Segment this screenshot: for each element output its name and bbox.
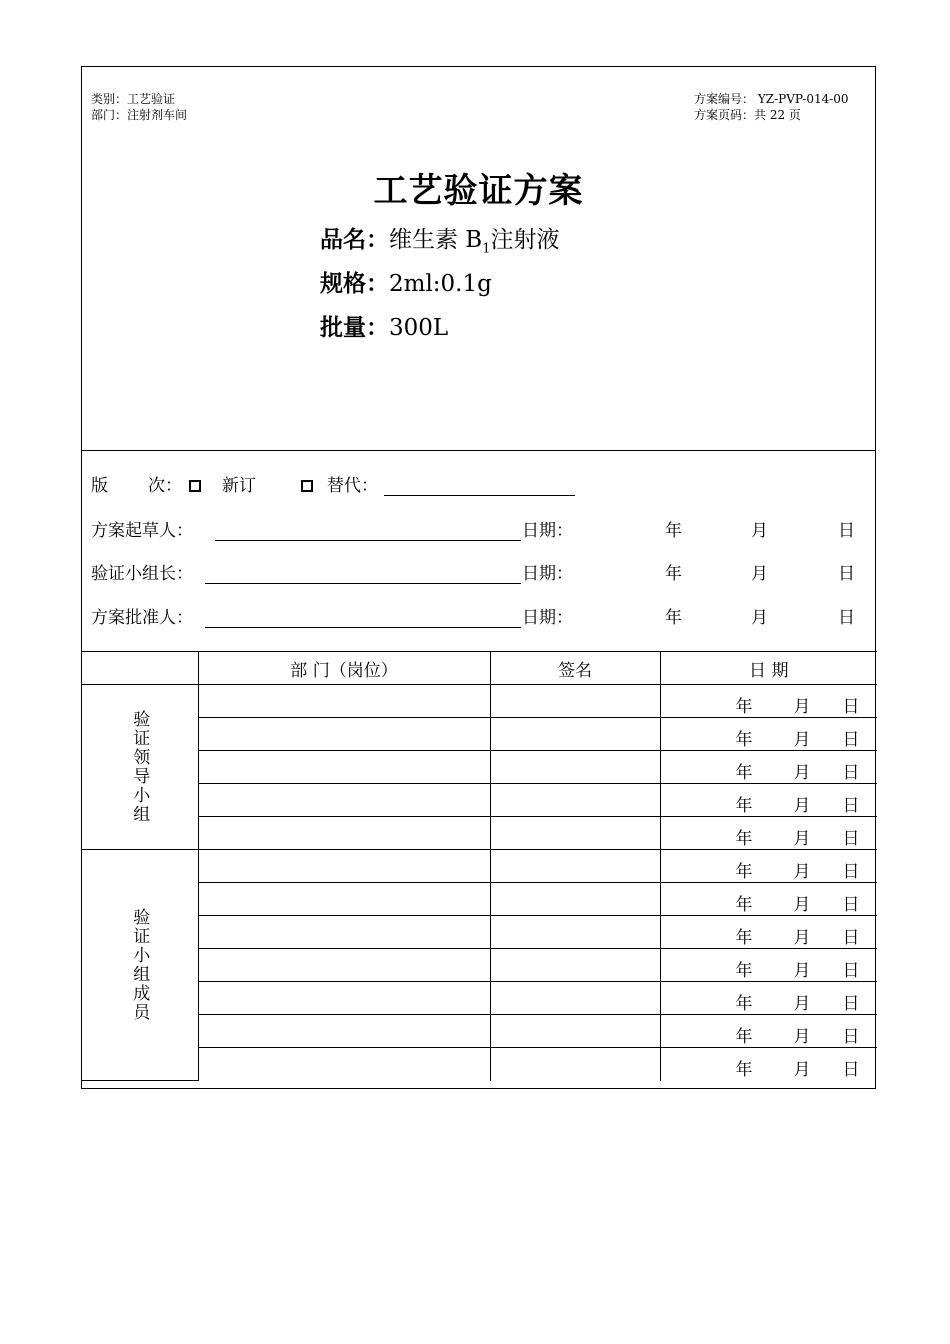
doc-number-text: 方案编号： YZ-PVP-014-00 — [694, 92, 849, 106]
date-day: 日 — [842, 895, 860, 915]
section-divider — [82, 450, 875, 451]
approver-row — [91, 606, 871, 630]
dept-cell[interactable] — [198, 883, 490, 916]
version-label-b: 次： — [148, 476, 182, 496]
product-name-row — [320, 221, 560, 257]
drafter-day: 日 — [838, 521, 855, 541]
replace-version-field[interactable] — [384, 495, 575, 496]
header-right — [694, 91, 849, 123]
approver-year: 年 — [665, 608, 682, 628]
date-year: 年 — [735, 730, 753, 750]
date-month: 月 — [793, 961, 811, 981]
dept-cell[interactable] — [198, 718, 490, 751]
date-year: 年 — [735, 1060, 753, 1080]
batch-row — [320, 309, 448, 342]
date-cell[interactable] — [660, 784, 877, 817]
drafter-month: 月 — [751, 521, 768, 541]
date-month: 月 — [793, 1060, 811, 1080]
date-year: 年 — [735, 697, 753, 717]
date-year: 年 — [735, 895, 753, 915]
table-row — [82, 916, 877, 949]
col-dept-header: 部 门（岗位） — [198, 652, 490, 685]
date-cell[interactable] — [660, 817, 877, 850]
table-row — [82, 817, 877, 850]
table-row — [82, 883, 877, 916]
date-day: 日 — [842, 928, 860, 948]
date-day: 日 — [842, 796, 860, 816]
signature-cell[interactable] — [490, 1048, 660, 1081]
date-month: 月 — [793, 862, 811, 882]
signature-cell[interactable] — [490, 883, 660, 916]
signature-cell[interactable] — [490, 982, 660, 1015]
approver-month: 月 — [751, 608, 768, 628]
page-code-text: 方案页码：共 22 页 — [694, 108, 801, 122]
date-year: 年 — [735, 796, 753, 816]
signature-cell[interactable] — [490, 1015, 660, 1048]
dept-cell[interactable] — [198, 784, 490, 817]
approver-label: 方案批准人： — [91, 608, 193, 628]
date-month: 月 — [793, 994, 811, 1014]
date-cell[interactable] — [660, 916, 877, 949]
dept-cell[interactable] — [198, 850, 490, 883]
date-cell[interactable] — [660, 949, 877, 982]
document-sheet — [81, 66, 876, 1089]
date-cell[interactable] — [660, 751, 877, 784]
date-month: 月 — [793, 928, 811, 948]
department-text: 部门：注射剂车间 — [91, 108, 188, 122]
date-year: 年 — [735, 829, 753, 849]
product-name-value: 维生素 B — [389, 227, 483, 253]
date-day: 日 — [842, 1027, 860, 1047]
date-cell[interactable] — [660, 718, 877, 751]
approver-date-label: 日期： — [522, 608, 573, 628]
date-year: 年 — [735, 1027, 753, 1047]
group-leadership — [82, 685, 198, 850]
leader-row — [91, 562, 871, 586]
category-text: 类别：工艺验证 — [91, 92, 176, 106]
date-year: 年 — [735, 862, 753, 882]
replace-version-checkbox[interactable] — [301, 480, 313, 492]
signature-cell[interactable] — [490, 685, 660, 718]
col-date-header: 日 期 — [660, 652, 877, 685]
date-day: 日 — [842, 994, 860, 1014]
leader-date-label: 日期： — [522, 564, 573, 584]
signature-cell[interactable] — [490, 718, 660, 751]
date-cell[interactable] — [660, 850, 877, 883]
table-row — [82, 982, 877, 1015]
table-row — [82, 685, 877, 718]
date-month: 月 — [793, 730, 811, 750]
table-row — [82, 949, 877, 982]
date-month: 月 — [793, 829, 811, 849]
date-cell[interactable] — [660, 1015, 877, 1048]
product-name-subscript: 1 — [482, 241, 491, 257]
date-day: 日 — [842, 697, 860, 717]
table-row — [82, 1015, 877, 1048]
signature-cell[interactable] — [490, 751, 660, 784]
group-members — [82, 850, 198, 1081]
table-header-row — [82, 652, 877, 685]
date-cell[interactable] — [660, 883, 877, 916]
leader-month: 月 — [751, 564, 768, 584]
document-title: 工艺验证方案 — [373, 171, 584, 211]
dept-cell[interactable] — [198, 751, 490, 784]
date-cell[interactable] — [660, 1048, 877, 1081]
date-year: 年 — [735, 961, 753, 981]
signature-cell[interactable] — [490, 817, 660, 850]
leader-field[interactable] — [205, 583, 521, 584]
signature-cell[interactable] — [490, 784, 660, 817]
table-row — [82, 718, 877, 751]
leader-label: 验证小组长： — [91, 564, 193, 584]
drafter-row — [91, 519, 871, 543]
batch-value: 300L — [389, 315, 449, 341]
approver-field[interactable] — [205, 627, 521, 628]
spec-label: 规格： — [320, 270, 389, 297]
date-month: 月 — [793, 1027, 811, 1047]
batch-label: 批量： — [320, 314, 389, 341]
date-day: 日 — [842, 961, 860, 981]
header-empty-cell — [82, 652, 198, 685]
date-month: 月 — [793, 763, 811, 783]
validation-team-table — [82, 651, 877, 1081]
date-day: 日 — [842, 862, 860, 882]
date-day: 日 — [842, 829, 860, 849]
dept-cell[interactable] — [198, 916, 490, 949]
dept-cell[interactable] — [198, 949, 490, 982]
date-day: 日 — [842, 763, 860, 783]
product-name-label: 品名： — [320, 226, 389, 253]
signature-cell[interactable] — [490, 949, 660, 982]
dept-cell[interactable] — [198, 1048, 490, 1081]
group-leadership-label: 验证领导小组 — [129, 710, 150, 824]
date-day: 日 — [842, 730, 860, 750]
table-row — [82, 784, 877, 817]
dept-cell[interactable] — [198, 982, 490, 1015]
dept-cell[interactable] — [198, 1015, 490, 1048]
header-left — [91, 91, 187, 123]
new-version-checkbox[interactable] — [189, 480, 201, 492]
table-row — [82, 850, 877, 883]
date-cell[interactable] — [660, 982, 877, 1015]
date-day: 日 — [842, 1060, 860, 1080]
dept-cell[interactable] — [198, 685, 490, 718]
signature-cell[interactable] — [490, 850, 660, 883]
leader-year: 年 — [665, 564, 682, 584]
new-version-label: 新订 — [222, 476, 256, 496]
date-year: 年 — [735, 928, 753, 948]
date-year: 年 — [735, 763, 753, 783]
date-cell[interactable] — [660, 685, 877, 718]
drafter-year: 年 — [665, 521, 682, 541]
col-sign-header: 签名 — [490, 652, 660, 685]
date-year: 年 — [735, 994, 753, 1014]
drafter-label: 方案起草人： — [91, 521, 193, 541]
drafter-date-label: 日期： — [522, 521, 573, 541]
signature-cell[interactable] — [490, 916, 660, 949]
product-spec-row — [320, 265, 492, 298]
approver-day: 日 — [838, 608, 855, 628]
date-month: 月 — [793, 796, 811, 816]
dept-cell[interactable] — [198, 817, 490, 850]
leader-day: 日 — [838, 564, 855, 584]
group-members-label: 验证小组成员 — [129, 908, 150, 1022]
table-row — [82, 1048, 877, 1081]
product-name-suffix: 注射液 — [490, 227, 560, 253]
drafter-field[interactable] — [215, 540, 521, 541]
spec-value: 2ml:0.1g — [389, 271, 492, 297]
version-row — [91, 474, 791, 498]
version-label-a: 版 — [91, 476, 108, 496]
date-month: 月 — [793, 895, 811, 915]
replace-version-label: 替代： — [327, 476, 378, 496]
date-month: 月 — [793, 697, 811, 717]
table-row — [82, 751, 877, 784]
